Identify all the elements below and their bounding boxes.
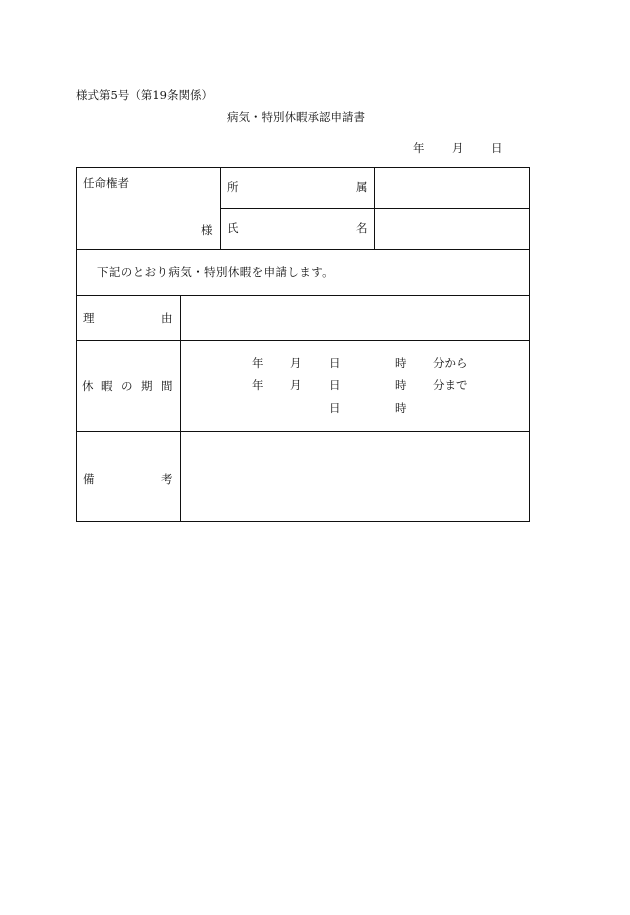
period-label-char-5: 間	[161, 379, 173, 393]
reason-label-second: 由	[161, 311, 173, 325]
affiliation-label-first: 所	[227, 180, 239, 194]
period-label-char-2: 暇	[101, 379, 113, 393]
divider-affiliation-name	[221, 208, 530, 209]
date-year-label: 年	[413, 141, 425, 155]
affiliation-field[interactable]	[380, 182, 524, 198]
date-day-label: 日	[491, 141, 503, 155]
period-from-hour: 時	[395, 356, 407, 370]
period-to-day: 日	[329, 378, 341, 392]
reason-field[interactable]	[186, 313, 524, 329]
divider-reason-period	[76, 340, 530, 341]
divider-header-statement	[76, 249, 530, 250]
divider-label-value-top	[374, 167, 375, 249]
period-from-day: 日	[329, 356, 341, 370]
application-statement: 下記のとおり病気・特別休暇を申請します。	[97, 265, 335, 279]
appointer-honorific: 様	[201, 223, 213, 237]
period-from-minute: 分から	[433, 356, 468, 370]
period-duration-hour: 時	[395, 401, 407, 415]
table-border-left	[76, 167, 77, 522]
appointer-label: 任命権者	[83, 176, 129, 190]
period-to-year: 年	[252, 378, 264, 392]
period-from-month: 月	[290, 356, 302, 370]
remarks-label-second: 考	[161, 472, 173, 486]
name-label-second: 名	[356, 221, 368, 235]
period-from-year: 年	[252, 356, 264, 370]
divider-statement-reason	[76, 295, 530, 296]
page-title: 病気・特別休暇承認申請書	[227, 110, 365, 124]
remarks-field[interactable]	[186, 440, 524, 514]
divider-period-remarks	[76, 431, 530, 432]
table-border-bottom	[76, 521, 530, 522]
period-label-char-1: 休	[82, 379, 94, 393]
period-to-hour: 時	[395, 378, 407, 392]
table-border-top	[76, 167, 530, 168]
period-label-char-4: 期	[141, 379, 153, 393]
divider-label-value-bottom	[180, 295, 181, 522]
period-to-month: 月	[290, 378, 302, 392]
remarks-label-first: 備	[83, 472, 95, 486]
name-label-first: 氏	[227, 221, 239, 235]
period-duration-day: 日	[329, 401, 341, 415]
date-month-label: 月	[452, 141, 464, 155]
name-field[interactable]	[380, 223, 524, 239]
form-number: 様式第5号（第19条関係）	[76, 88, 213, 102]
divider-appointer	[220, 167, 221, 249]
table-border-right	[529, 167, 530, 522]
reason-label-first: 理	[83, 311, 95, 325]
period-to-minute: 分まで	[433, 378, 468, 392]
affiliation-label-second: 属	[356, 180, 368, 194]
period-label-char-3: の	[121, 379, 133, 393]
